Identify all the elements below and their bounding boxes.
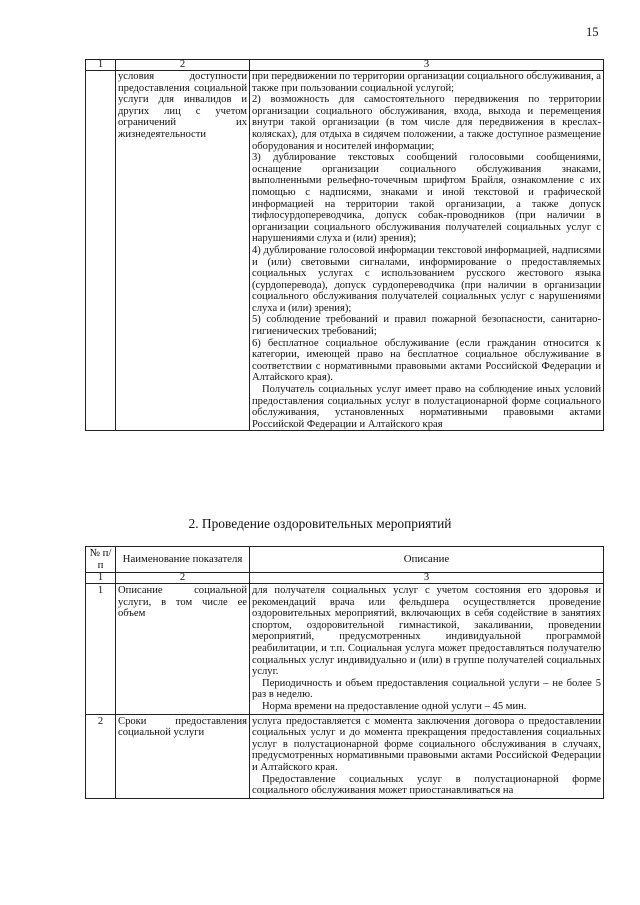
description-line: 4) дублирование голосовой информации текстовой информацией, надписями и (или) световыми сигналами, информирование о предоставляемых социальных услугах с использованием русского жестового языка (сурдоперевода), допуск сурдопереводчика (при наличии в организации социального обслуживания получателей социальных услуг с нарушениями слуха и (или) зрения);: [252, 244, 601, 314]
header-row: [86, 547, 604, 573]
table-continued: [85, 59, 604, 431]
description-paragraph: Предоставление социальных услуг в полустационарной форме социального обслуживания может приостанавливаться на: [252, 773, 601, 797]
services-table: [85, 546, 604, 799]
description-paragraph: услуга предоставляется с момента заключения договора о предоставлении социальных услуг и до момента прекращения предоставления социальных услуг в полустационарной форме социального обслуживания в случаях, предусмотренных нормативными правовыми актами Российской Федерации и Алтайского края.: [252, 715, 601, 773]
table-row: [86, 584, 604, 715]
description-cell: [250, 714, 604, 798]
description-paragraph: Периодичность и объем предоставления социальной услуги – не более 5 раз в неделю.: [252, 677, 601, 701]
description-line: 6) бесплатное социальное обслуживание (если гражданин относится к категории, имеющей право на бесплатное социальное обслуживание в соответствии с нормативными правовыми актами Российской Федерации и Алтайского края).: [252, 337, 601, 384]
description-cell: [250, 584, 604, 715]
column-number-row: [86, 573, 604, 584]
column-number: 1: [86, 60, 116, 71]
description-line: 3) дублирование текстовых сообщений голосовыми сообщениями, оснащение организации социального обслуживания знаками, выполненными рельефно-точечным шрифтом Брайля, ознакомление с их помощью с надписями, знаками и иной текстовой и графической информацией на территории такой организации, а также допуск тифлосурдопереводчика, допуск собак-проводников (при наличии в организации социального обслуживания получателей социальных услуг с нарушениями слуха и (или) зрения);: [252, 152, 601, 245]
description-line: 5) соблюдение требований и правил пожарной безопасности, санитарно-гигиенических требований;: [252, 314, 601, 338]
description-paragraph: Норма времени на предоставление одной услуги – 45 мин.: [262, 700, 527, 712]
indicator-cell: Сроки предоставления социальной услуги: [116, 714, 250, 798]
indicator-cell: Описание социальной услуги, в том числе ее объем: [116, 584, 250, 715]
table-row: [86, 714, 604, 798]
row-number: 1: [86, 584, 116, 715]
column-number: 2: [116, 60, 250, 71]
description-line: при передвижении по территории организации социального обслуживания, а также при пользовании социальной услугой;: [252, 71, 601, 94]
page-number: 15: [586, 25, 599, 39]
description-cell: [250, 71, 604, 431]
row-number: 2: [86, 714, 116, 798]
header-description: Описание: [250, 547, 604, 573]
description-line: 2) возможность для самостоятельного передвижения по территории организации социального обслуживания, входа, выхода и перемещения внутри такой организации (в том числе для передвижения в креслах-колясках), для отдыха в сидячем положении, а также доступное размещение оборудования и носителей информации;: [252, 94, 601, 152]
column-number: 1: [86, 573, 116, 584]
description-paragraph: для получателя социальных услуг с учетом состояния его здоровья и рекомендаций врача или фельдшера осуществляется проведение оздоровительных мероприятий, включающих в себя содействие в занятиях спортом, оздоровительной гимнастикой, закаливании, проведении мероприятий, предусмотренных индивидуальной программой реабилитации, и т.п. Социальная услуга может предоставляться получателю социальных услуг индивидуально и (или) в группе получателей социальных услуг.: [252, 585, 601, 678]
indicator-cell: условия доступности предоставления социальной услуги для инвалидов и других лиц с учетом ограничений их жизнедеятельности: [116, 71, 250, 431]
column-number: 2: [116, 573, 250, 584]
column-number: 3: [250, 573, 604, 584]
header-number: № п/п: [86, 547, 116, 573]
row-number-cell: [86, 71, 116, 431]
description-line: Получатель социальных услуг имеет право на соблюдение иных условий предоставления социальных услуг в полустационарной форме социального обслуживания, установленных нормативными правовыми актами Российской Федерации и Алтайского края: [252, 384, 601, 430]
column-number: 3: [250, 60, 604, 71]
section-title: 2. Проведение оздоровительных мероприятий: [188, 516, 452, 531]
header-indicator: Наименование показателя: [116, 547, 250, 573]
table-row: [86, 71, 604, 431]
column-number-row: [86, 60, 604, 71]
